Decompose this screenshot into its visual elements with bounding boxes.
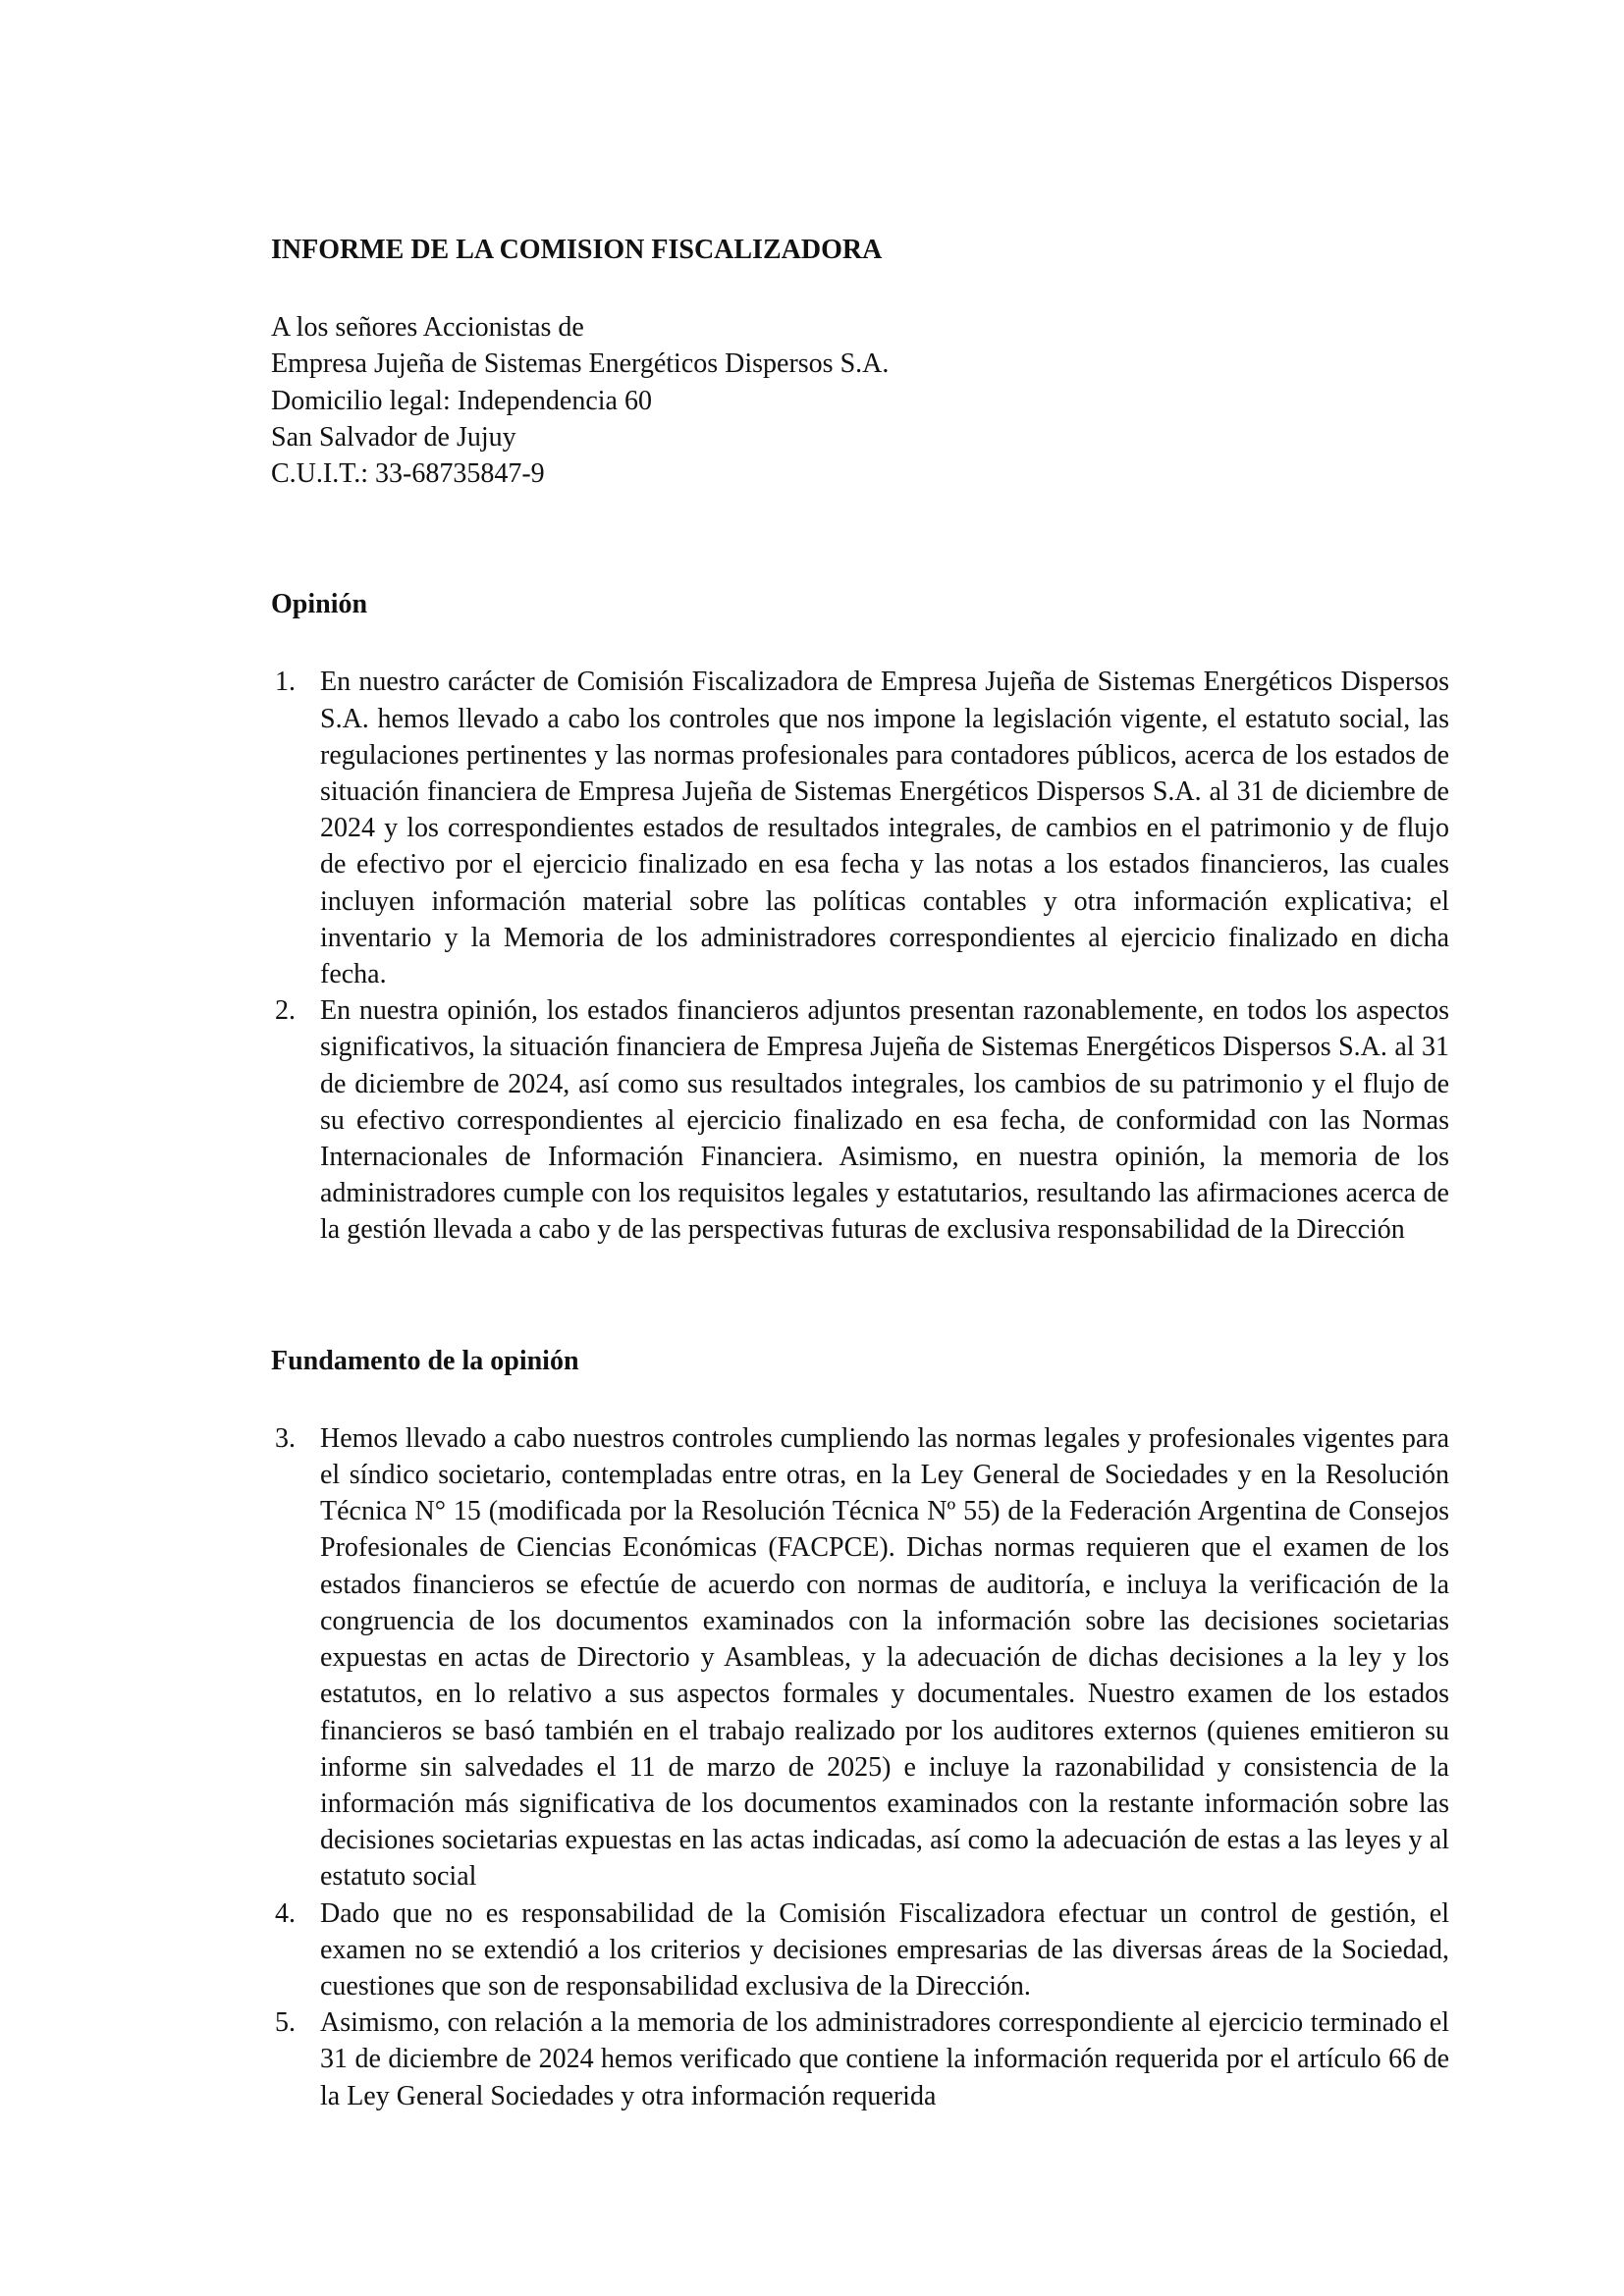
list-item-number: 2. <box>275 995 296 1027</box>
addressee-line: Empresa Jujeña de Sistemas Energéticos Dispersos S.A. <box>271 348 890 380</box>
addressee-block <box>271 309 1449 492</box>
list-item <box>271 664 1449 992</box>
list-item-text: Hemos llevado a cabo nuestros controles cumpliendo las normas legales y profesionales vigentes para el síndico societario, contempladas entre otras, en la Ley General de Sociedades y en la Resolución Técnica N° 15 (modificada por la Resolución Técnica Nº 55) de la Federación Argentina de Consejos Profesionales de Ciencias Económicas (FACPCE). Dichas normas requieren que el examen de los estados financieros se efectúe de acuerdo con normas de auditoría, e incluya la verificación de la congruencia de los documentos examinados con la información sobre las decisiones societarias expuestas en actas de Directorio y Asambleas, y la adecuación de dichas decisiones a la ley y los estatutos, en lo relativo a sus aspectos formales y documentales. Nuestro examen de los estados financieros se basó también en el trabajo realizado por los auditores externos (quienes emitieron su informe sin salvedades el 11 de marzo de 2025) e incluye la razonabilidad y consistencia de la información más significativa de los documentos examinados con la restante información sobre las decisiones societarias expuestas en las actas indicadas, así como la adecuación de estas a las leyes y al estatuto social <box>320 1422 1449 1893</box>
addressee-line: A los señores Accionistas de <box>271 312 584 344</box>
opinion-list <box>271 664 1449 1248</box>
list-item-number: 3. <box>275 1422 296 1454</box>
addressee-line: San Salvador de Jujuy <box>271 421 516 453</box>
list-item-number: 4. <box>275 1897 296 1929</box>
list-item <box>271 2004 1449 2114</box>
list-item <box>271 1420 1449 1896</box>
list-item <box>271 1896 1449 2005</box>
document-page <box>271 232 1449 2114</box>
list-item <box>271 992 1449 1248</box>
addressee-line: C.U.I.T.: 33-68735847-9 <box>271 458 545 490</box>
section-heading-basis: Fundamento de la opinión <box>271 1345 579 1376</box>
list-item-number: 1. <box>275 667 296 698</box>
document-title: INFORME DE LA COMISION FISCALIZADORA <box>271 235 883 265</box>
list-item-text: Dado que no es responsabilidad de la Comisión Fiscalizadora efectuar un control de gestión, el examen no se extendió a los criterios y decisiones empresarias de las diversas áreas de la Sociedad, cuestiones que son de responsabilidad exclusiva de la Dirección. <box>320 1897 1449 2002</box>
list-item-text: En nuestra opinión, los estados financieros adjuntos presentan razonablemente, en todos los aspectos significativos, la situación financiera de Empresa Jujeña de Sistemas Energéticos Dispersos S.A. al 31 de diciembre de 2024, así como sus resultados integrales, los cambios de su patrimonio y el flujo de su efectivo correspondientes al ejercicio finalizado en esa fecha, de conformidad con las Normas Internacionales de Información Financiera. Asimismo, en nuestra opinión, la memoria de los administradores cumple con los requisitos legales y estatutarios, resultando las afirmaciones acerca de la gestión llevada a cabo y de las perspectivas futuras de exclusiva responsabilidad de la Dirección <box>320 995 1449 1246</box>
list-item-text: En nuestro carácter de Comisión Fiscalizadora de Empresa Jujeña de Sistemas Energéticos Dispersos S.A. hemos llevado a cabo los controles que nos impone la legislación vigente, el estatuto social, las regulaciones pertinentes y las normas profesionales para contadores públicos, acerca de los estados de situación financiera de Empresa Jujeña de Sistemas Energéticos Dispersos S.A. al 31 de diciembre de 2024 y los correspondientes estados de resultados integrales, de cambios en el patrimonio y de flujo de efectivo por el ejercicio finalizado en esa fecha y las notas a los estados financieros, las cuales incluyen información material sobre las políticas contables y otra información explicativa; el inventario y la Memoria de los administradores correspondientes al ejercicio finalizado en dicha fecha. <box>320 667 1449 990</box>
list-item-text: Asimismo, con relación a la memoria de los administradores correspondiente al ejercicio terminado el 31 de diciembre de 2024 hemos verificado que contiene la información requerida por el artículo 66 de la Ley General Sociedades y otra información requerida <box>320 2007 1449 2111</box>
list-item-number: 5. <box>275 2007 296 2039</box>
addressee-line: Domicilio legal: Independencia 60 <box>271 385 652 416</box>
section-heading-opinion: Opinión <box>271 589 368 620</box>
basis-list <box>271 1420 1449 2114</box>
